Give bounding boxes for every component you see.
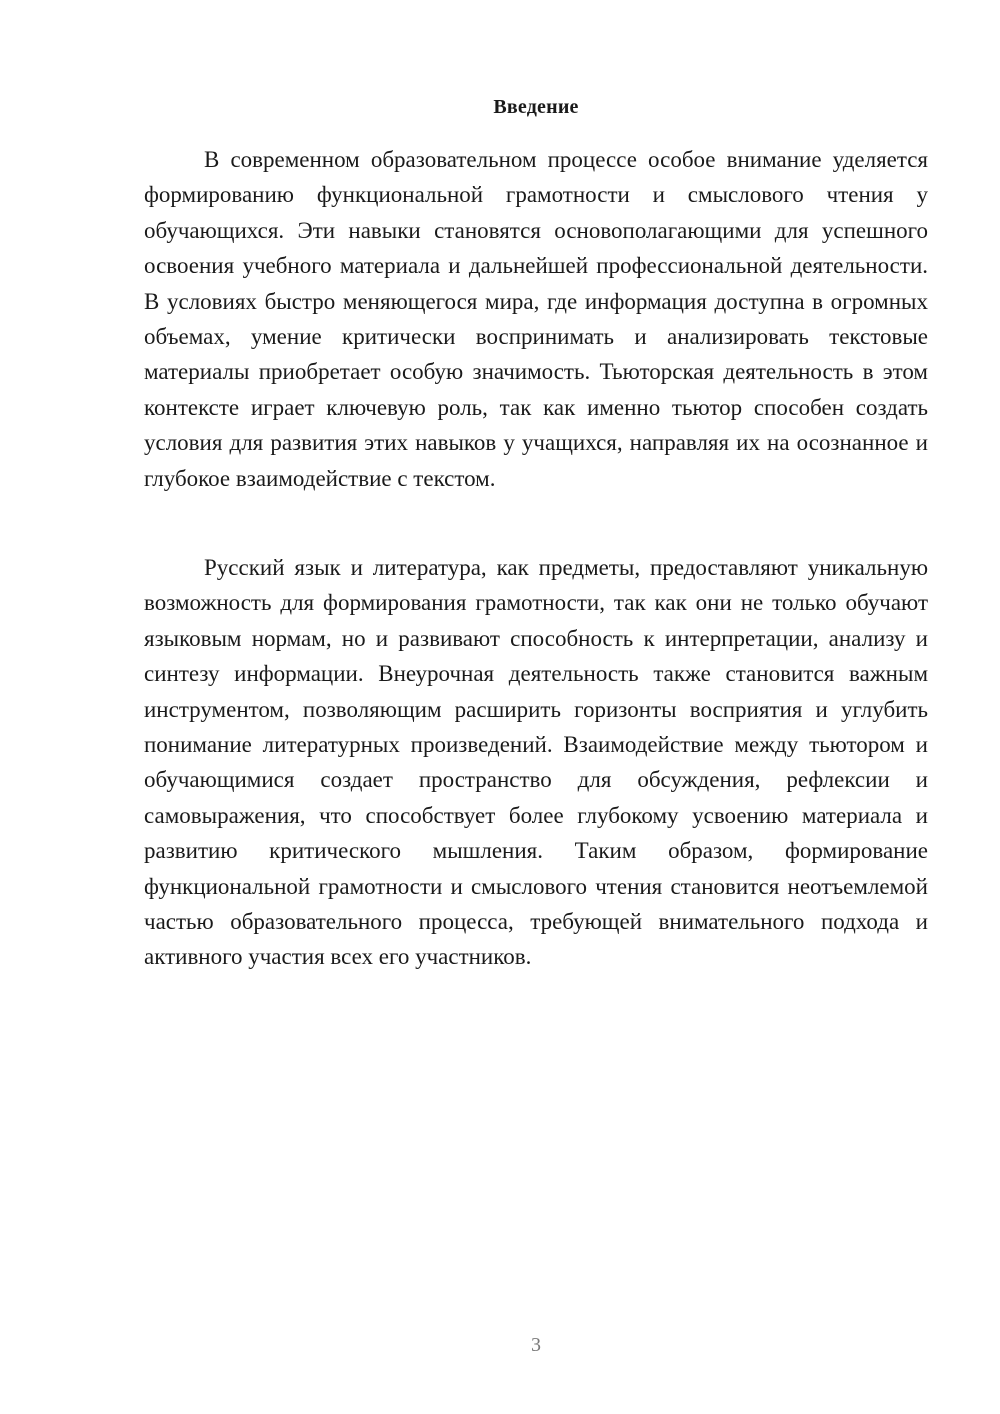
- body-paragraph-1: [144, 142, 928, 496]
- body-paragraph-2: [144, 550, 928, 975]
- paragraph-text: В современном образовательном процессе особое внимание уделяется формированию функциональной грамотности и смыслового чтения у обучающихся. Эти навыки становятся основополагающими для успешного освоения учебного материала и дальнейшей профессиональной деятельности. В условиях быстро меняющегося мира, где информация доступна в огромных объемах, умение критически воспринимать и анализировать текстовые материалы приобретает особую значимость. Тьюторская деятельность в этом контексте играет ключевую роль, так как именно тьютор способен создать условия для развития этих навыков у учащихся, направляя их на осознанное и глубокое взаимодействие с текстом.: [144, 147, 928, 491]
- paragraph-text: Русский язык и литература, как предметы, предоставляют уникальную возможность для формирования грамотности, так как они не только обучают языковым нормам, но и развивают способность к интерпретации, анализу и синтезу информации. Внеурочная деятельность также становится важным инструментом, позволяющим расширить горизонты восприятия и углубить понимание литературных произведений. Взаимодействие между тьютором и обучающимися создает пространство для обсуждения, рефлексии и самовыражения, что способствует более глубокому усвоению материала и развитию критического мышления. Таким образом, формирование функциональной грамотности и смыслового чтения становится неотъемлемой частью образовательного процесса, требующей внимательного подхода и активного участия всех его участников.: [144, 555, 928, 970]
- page-number: 3: [531, 1334, 541, 1356]
- section-title: Введение: [493, 96, 579, 118]
